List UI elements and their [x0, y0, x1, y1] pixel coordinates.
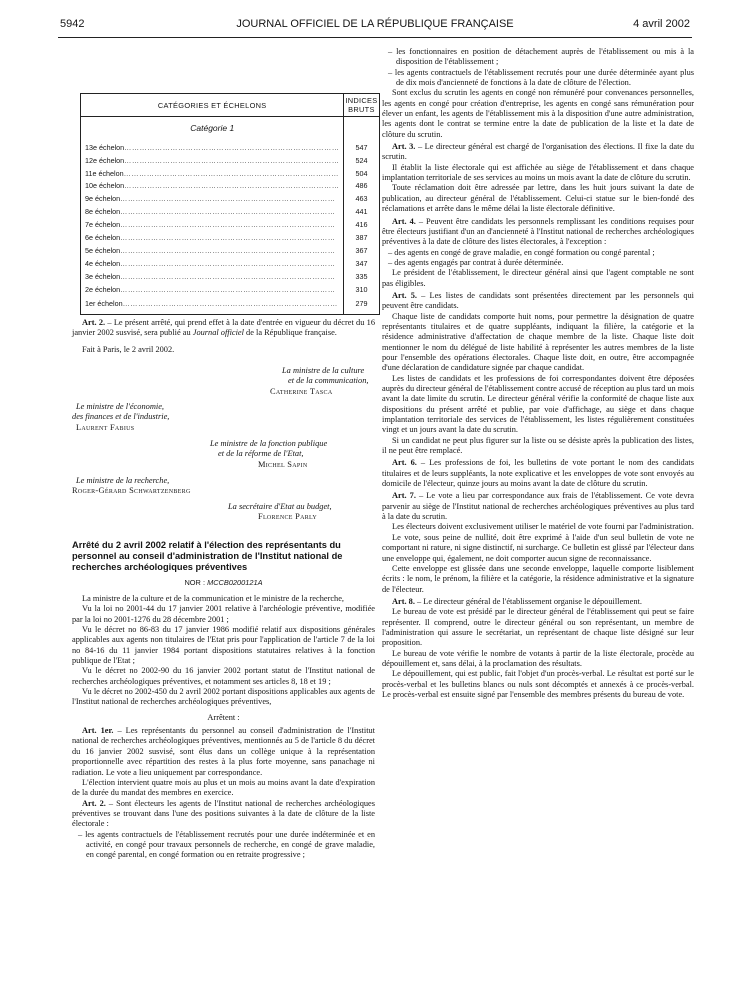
echelon-cell — [81, 154, 344, 167]
sig2-name: Laurent Fabius — [76, 422, 135, 432]
echelon-label: 1er échelon — [85, 298, 123, 308]
echelon-label: 7e échelon — [85, 220, 121, 230]
echelon-cell — [81, 257, 344, 270]
page-number: 5942 — [60, 18, 85, 30]
sig1-title-1: La ministre de la culture — [282, 366, 365, 375]
depot-listes-paragraph: Les listes de candidats et les professions de foi correspondantes doivent être déposées auprès du directeur général de l'établissement contre accusé de réception au plus tard un mois avant la date limite du scrutin. Le directeur général vérifie la conformité de chaque liste aux dispositions du présent arrêté et publie, par voie d'affichage, au siège et dans chaque implantation territoriale des services de l'établissement, les listes régulièrement constituées vingt et un jours avant la date du scrutin. — [382, 373, 694, 435]
table-row — [81, 141, 380, 154]
table-row — [81, 205, 380, 218]
table-row — [81, 167, 380, 180]
sig3-title-2: et de la réforme de l'Etat, — [218, 449, 304, 459]
table-row — [81, 218, 380, 231]
echelon-label: 5e échelon — [85, 246, 121, 256]
leader-dots: ………………………………………………………………………… — [122, 298, 338, 308]
table-row — [81, 154, 380, 167]
sig4-name: Roger-Gérard Schwartzenberg — [72, 486, 191, 496]
nor-line — [72, 578, 375, 587]
leader-dots: ………………………………………………………………………… — [120, 285, 336, 295]
table-row — [81, 283, 380, 296]
arrete-body-left — [72, 594, 375, 861]
page-header — [60, 18, 690, 34]
preamble-1: La ministre de la culture et de la communication et le ministre de la recherche, — [82, 594, 345, 603]
leader-dots: ………………………………………………………………………… — [120, 272, 336, 282]
article-8-paragraph — [382, 597, 694, 607]
sig5-title-1: La secrétaire d'Etat au budget, — [228, 502, 332, 511]
issue-date: 4 avril 2002 — [633, 18, 690, 30]
echelon-cell — [81, 270, 344, 283]
article-6-paragraph — [382, 458, 694, 489]
indice-cell: 441 — [344, 205, 379, 218]
leader-dots: ………………………………………………………………………… — [123, 168, 339, 178]
echelon-cell — [81, 167, 344, 180]
sig1-title-2: et de la communication, — [288, 376, 369, 386]
journal-officiel-italic: Journal officiel — [192, 328, 244, 338]
leader-dots: ………………………………………………………………………… — [120, 207, 336, 217]
indice-cell: 310 — [344, 283, 379, 296]
table-row — [81, 180, 380, 193]
leader-dots: ………………………………………………………………………… — [124, 142, 340, 152]
reclamation-paragraph: Toute réclamation doit être adressée par lettre, dans les huit jours suivant la date de publication, au directeur général de l'établissement. Celui-ci statue sur le bien-fondé des réclamations et arrête dans le même délai la liste électorale définitive. — [382, 183, 694, 214]
table-row — [81, 231, 380, 244]
table-row — [81, 296, 380, 314]
col-header-categories: CATÉGORIES ET ÉCHELONS — [81, 94, 344, 117]
article-6-text: – Les professions de foi, les bulletins de vote portant le nom des candidats titulaires et de leurs suppléants, la note explicative et les enveloppes de vote sont envoyés au domicile de l'électeur, quinze jours au moins avant la date de clôture du scrutin. — [382, 458, 694, 489]
article-4-text: – Peuvent être candidats les personnels remplissant les conditions requises pour être électeurs justifiant d'un an d'ancienneté à l'Institut national de recherches archéologiques préventives à la date de clôture des listes électorales, à l'exception : — [382, 216, 694, 247]
category-row — [81, 117, 380, 141]
category-label: Catégorie 1 — [81, 117, 344, 141]
bureau-vote-paragraph: Le bureau de vote est présidé par le directeur général de l'établissement qui peut se faire représenter. Il comprend, outre le directeur général ou son représentant, un membre de l'administration qui assure le secrétariat, un représentant de chaque liste désigné sur leur proposition. — [382, 607, 694, 648]
preamble-4: Vu le décret no 2002-90 du 16 janvier 2002 portant statut de l'Institut national de recherches archéologiques préventives, et notamment ses articles 8, 18 et 19 ; — [72, 666, 375, 686]
article-4-label: Art. 4. — [392, 216, 416, 226]
arrete-title: Arrêté du 2 avril 2002 relatif à l'élection des représentants du personnel au conseil d'administration de l'Institut national de recherches archéologiques préventives — [72, 540, 343, 572]
indice-cell: 367 — [344, 244, 379, 257]
indice-cell: 416 — [344, 218, 379, 231]
indice-cell: 504 — [344, 167, 379, 180]
liste-electorale-paragraph: Il établit la liste électorale qui est affichée au siège de l'établissement et dans chaque implantation territoriale de ses services au moins un mois avant la date de clôture du scrutin. — [382, 162, 694, 183]
preamble-5: Vu le décret no 2002-450 du 2 avril 2002 portant dispositions applicables aux agents de l'Institut national de recherches archéologiques préventives, — [72, 687, 375, 707]
article-7-text: – Le vote a lieu par correspondance aux frais de l'établissement. Ce vote devra parvenir au siège de l'Institut national de recherches archéologiques préventives au plus tard à la date du scrutin. — [382, 491, 695, 522]
echelon-cell — [81, 283, 344, 296]
header-rule — [58, 37, 692, 38]
enveloppe-paragraph: Cette enveloppe est glissée dans une seconde enveloppe, laquelle comporte lisiblement écrits : le nom, le prénom, la filière et la catégorie, la résidence administrative et la signature de l'électeur. — [382, 563, 694, 594]
sig5-name: Florence Parly — [258, 512, 318, 522]
echelon-label: 4e échelon — [85, 259, 121, 269]
indice-cell: 486 — [344, 180, 379, 193]
article-2b-text: – Sont électeurs les agents de l'Institut national de recherches archéologiques préventives se trouvant dans l'une des positions suivantes à la date de clôture de la liste électorale : — [72, 798, 376, 829]
article-5-text: – Les listes de candidats sont présentées directement par les personnels qui peuvent être candidats. — [382, 290, 695, 311]
article-1-paragraph-2: L'élection intervient quatre mois au plus et un mois au moins avant la date d'expiration de la durée du mandat des membres en exercice. — [72, 777, 375, 798]
signature-block-budget — [228, 502, 332, 523]
leader-dots: ………………………………………………………………………… — [120, 220, 336, 230]
dash-grave-maladie: – des agents en congé de grave maladie, en congé formation ou congé parental ; — [388, 247, 655, 257]
indice-cell: 524 — [344, 154, 379, 167]
nor-code: MCCB0200121A — [207, 578, 263, 587]
article-7-label: Art. 7. — [392, 491, 416, 501]
leader-dots: ………………………………………………………………………… — [120, 194, 336, 204]
article-8-label: Art. 8. — [392, 596, 415, 606]
echelon-cell — [81, 231, 344, 244]
dash-duree-determinee: – des agents engagés par contrat à durée déterminée. — [388, 257, 564, 267]
leader-dots: ………………………………………………………………………… — [124, 181, 340, 191]
signature-block-fonction-publique — [210, 439, 327, 470]
liste-candidats-paragraph: Chaque liste de candidats comporte huit noms, pour permettre la désignation de quatre représentants titulaires et de quatre suppléants, indiquant la filière, la catégorie et la résidence administrative d'affectation de chaque membre de la liste. Chaque liste doit mentionner le nom du délégué de liste habilité à représenter les autres membres de la liste pour l'ensemble des opérations électorales. Chaque liste doit, en outre, être accompagnée d'une déclaration de candidature signée par chaque candidat. — [382, 311, 694, 373]
leader-dots: ………………………………………………………………………… — [120, 233, 336, 243]
echelon-cell — [81, 244, 344, 257]
table-row — [81, 192, 380, 205]
col-header-indices: INDICES BRUTS — [344, 94, 379, 117]
indice-cell: 463 — [344, 192, 379, 205]
leader-dots: ………………………………………………………………………… — [120, 259, 336, 269]
article-2-paragraph — [72, 318, 375, 339]
indice-cell: 335 — [344, 270, 379, 283]
article-2b-label: Art. 2. — [82, 798, 106, 808]
table-header-row — [81, 94, 380, 117]
article-3-text: – Le directeur général est chargé de l'organisation des élections. Il fixe la date du scrutin. — [382, 142, 695, 162]
verification-paragraph: Le bureau de vote vérifie le nombre de votants à partir de la liste électorale, procède au dépouillement et, sans délai, à la proclamation des résultats. — [382, 648, 694, 668]
sig4-title-1: Le ministre de la recherche, — [76, 476, 170, 485]
echelon-cell — [81, 218, 344, 231]
sig2-title-2: des finances et de l'industrie, — [72, 412, 170, 422]
depouillement-paragraph: Le dépouillement, qui est public, fait l'objet d'un procès-verbal. Le résultat est porté sur le procès-verbal et les bulletins blancs ou nuls sont décomptés et annexés à ce procès-verbal. Le procès-verbal est ensuite signé par l'ensemble des membres présents du bureau de vote. — [382, 669, 694, 699]
article-7-paragraph — [382, 491, 694, 522]
left-upper-text — [72, 318, 375, 355]
signature-block-economie — [72, 402, 170, 433]
sig1-name: Catherine Tasca — [270, 386, 333, 396]
article-6-label: Art. 6. — [392, 458, 417, 468]
journal-title: JOURNAL OFFICIEL DE LA RÉPUBLIQUE FRANÇAISE — [236, 18, 514, 30]
indice-cell: 387 — [344, 231, 379, 244]
table-row — [81, 244, 380, 257]
echelon-cell — [81, 180, 344, 193]
echelon-cell — [81, 205, 344, 218]
article-1-label: Art. 1er. — [82, 726, 114, 736]
article-1-text: – Les représentants du personnel au conseil d'administration de l'Institut national de recherches archéologiques préventives, mentionnés au 5 de l'article 8 du décret du 16 janvier 2002 susvisé, sont élus dans un collège unique à la représentation proportionnelle avec répartition des restes à la plus forte moyenne, sans panachage ni radiation. Le vote a lieu uniquement par correspondance. — [72, 726, 376, 777]
sig2-title-1: Le ministre de l'économie, — [76, 402, 165, 411]
echelon-label: 8e échelon — [85, 207, 121, 217]
echelon-label: 6e échelon — [85, 233, 121, 243]
echelon-label: 9e échelon — [85, 194, 121, 204]
preamble-2: Vu la loi no 2001-44 du 17 janvier 2001 relative à l'archéologie préventive, modifiée par la loi no 2001-1276 du 28 décembre 2001 ; — [72, 604, 375, 624]
article-4-paragraph — [382, 217, 694, 248]
signature-block-recherche — [72, 476, 191, 497]
fait-a-paris: Fait à Paris, le 2 avril 2002. — [82, 344, 175, 354]
nullite-paragraph: Le vote, sous peine de nullité, doit être exprimé à l'aide d'un seul bulletin de vote ne comportant ni rature, ni signe distinctif, ni surcharge. Ce bulletin est glissé par l'électeur dans une enveloppe qui, également, ne doit comporter aucun signe de reconnaissance. — [382, 532, 694, 563]
indices-table — [80, 93, 380, 315]
echelon-label: 10e échelon — [85, 181, 125, 191]
echelon-cell — [81, 192, 344, 205]
table-row — [81, 257, 380, 270]
table-body — [81, 117, 380, 315]
echelon-label: 2e échelon — [85, 285, 121, 295]
arretent: Arrêtent : — [207, 712, 240, 722]
indice-cell: 347 — [344, 257, 379, 270]
article-2b-dash-1: – les agents contractuels de l'établissement recrutés pour une durée indéterminée et en activité, en congé pour travaux personnels de recherche, en congé de grave maladie, en congé parental, en congé formation ou en retraite progressive ; — [78, 829, 375, 860]
dash-fonctionnaires: – les fonctionnaires en position de détachement auprès de l'établissement ou mis à la disposition de l'établissement ; — [388, 47, 694, 67]
sig3-title-1: Le ministre de la fonction publique — [210, 439, 328, 448]
preamble-3: Vu le décret no 86-83 du 17 janvier 1986 modifié relatif aux dispositions générales applicables aux agents non titulaires de l'Etat pris pour l'application de l'article 7 de la loi no 84-16 du 11 janvier 1984 portant dispositions statutaires relatives à la fonction publique de l'Etat ; — [72, 625, 375, 666]
signature-block-culture — [270, 366, 369, 397]
article-8-text: – Le directeur général de l'établissement organise le dépouillement. — [414, 596, 642, 606]
article-3-paragraph — [382, 142, 694, 163]
article-5-label: Art. 5. — [392, 290, 418, 300]
materiel-vote-paragraph: Les électeurs doivent exclusivement utiliser le matériel de vote fourni par l'administration. — [392, 522, 694, 532]
nor-label: NOR : — [184, 578, 208, 587]
sig3-name: Michel Sapin — [258, 459, 308, 469]
non-eligibles-paragraph: Le président de l'établissement, le directeur général ainsi que l'agent comptable ne sont pas éligibles. — [382, 268, 694, 288]
article-3-label: Art. 3. — [392, 142, 416, 152]
leader-dots: ………………………………………………………………………… — [120, 246, 336, 256]
table-row — [81, 270, 380, 283]
echelon-cell — [81, 141, 344, 154]
article-2-label: Art. 2. — [82, 318, 106, 327]
dash-contractuels: – les agents contractuels de l'établissement recrutés pour une durée déterminée ayant plus de dix mois d'ancienneté de fonctions à la date de clôture de l'élection. — [388, 67, 694, 88]
article-2-text-b: de la République française. — [243, 328, 337, 338]
indice-cell: 279 — [344, 296, 379, 314]
right-column — [382, 47, 694, 700]
desistement-paragraph: Si un candidat ne peut plus figurer sur la liste ou se désiste après la publication des listes, il ne peut être remplacé. — [382, 435, 694, 456]
echelon-label: 12e échelon — [85, 155, 125, 165]
echelon-label: 3e échelon — [85, 272, 121, 282]
echelon-label: 11e échelon — [85, 168, 124, 178]
article-2-text-a: – Le présent arrêté, qui prend effet à la date d'entrée en vigueur du décret du 16 janvier 2002 susvisé, sera publié au — [72, 318, 376, 338]
article-2b-paragraph — [72, 799, 375, 830]
echelon-label: 13e échelon — [85, 142, 125, 152]
article-5-paragraph — [382, 291, 694, 312]
echelon-cell — [81, 296, 344, 314]
exclusions-paragraph: Sont exclus du scrutin les agents en congé non rémunéré pour convenances personnelles, les agents en congé pour création d'entreprise, les agents en congé sans rémunération pour élever un enfant, les agents de l'établissement mis à la disposition d'une autre administration, les agents dont le contrat se termine entre la date de publication de la liste et la date de clôture du scrutin. — [382, 88, 694, 139]
leader-dots: ………………………………………………………………………… — [124, 155, 340, 165]
indice-cell: 547 — [344, 141, 379, 154]
article-1-paragraph — [72, 726, 375, 778]
